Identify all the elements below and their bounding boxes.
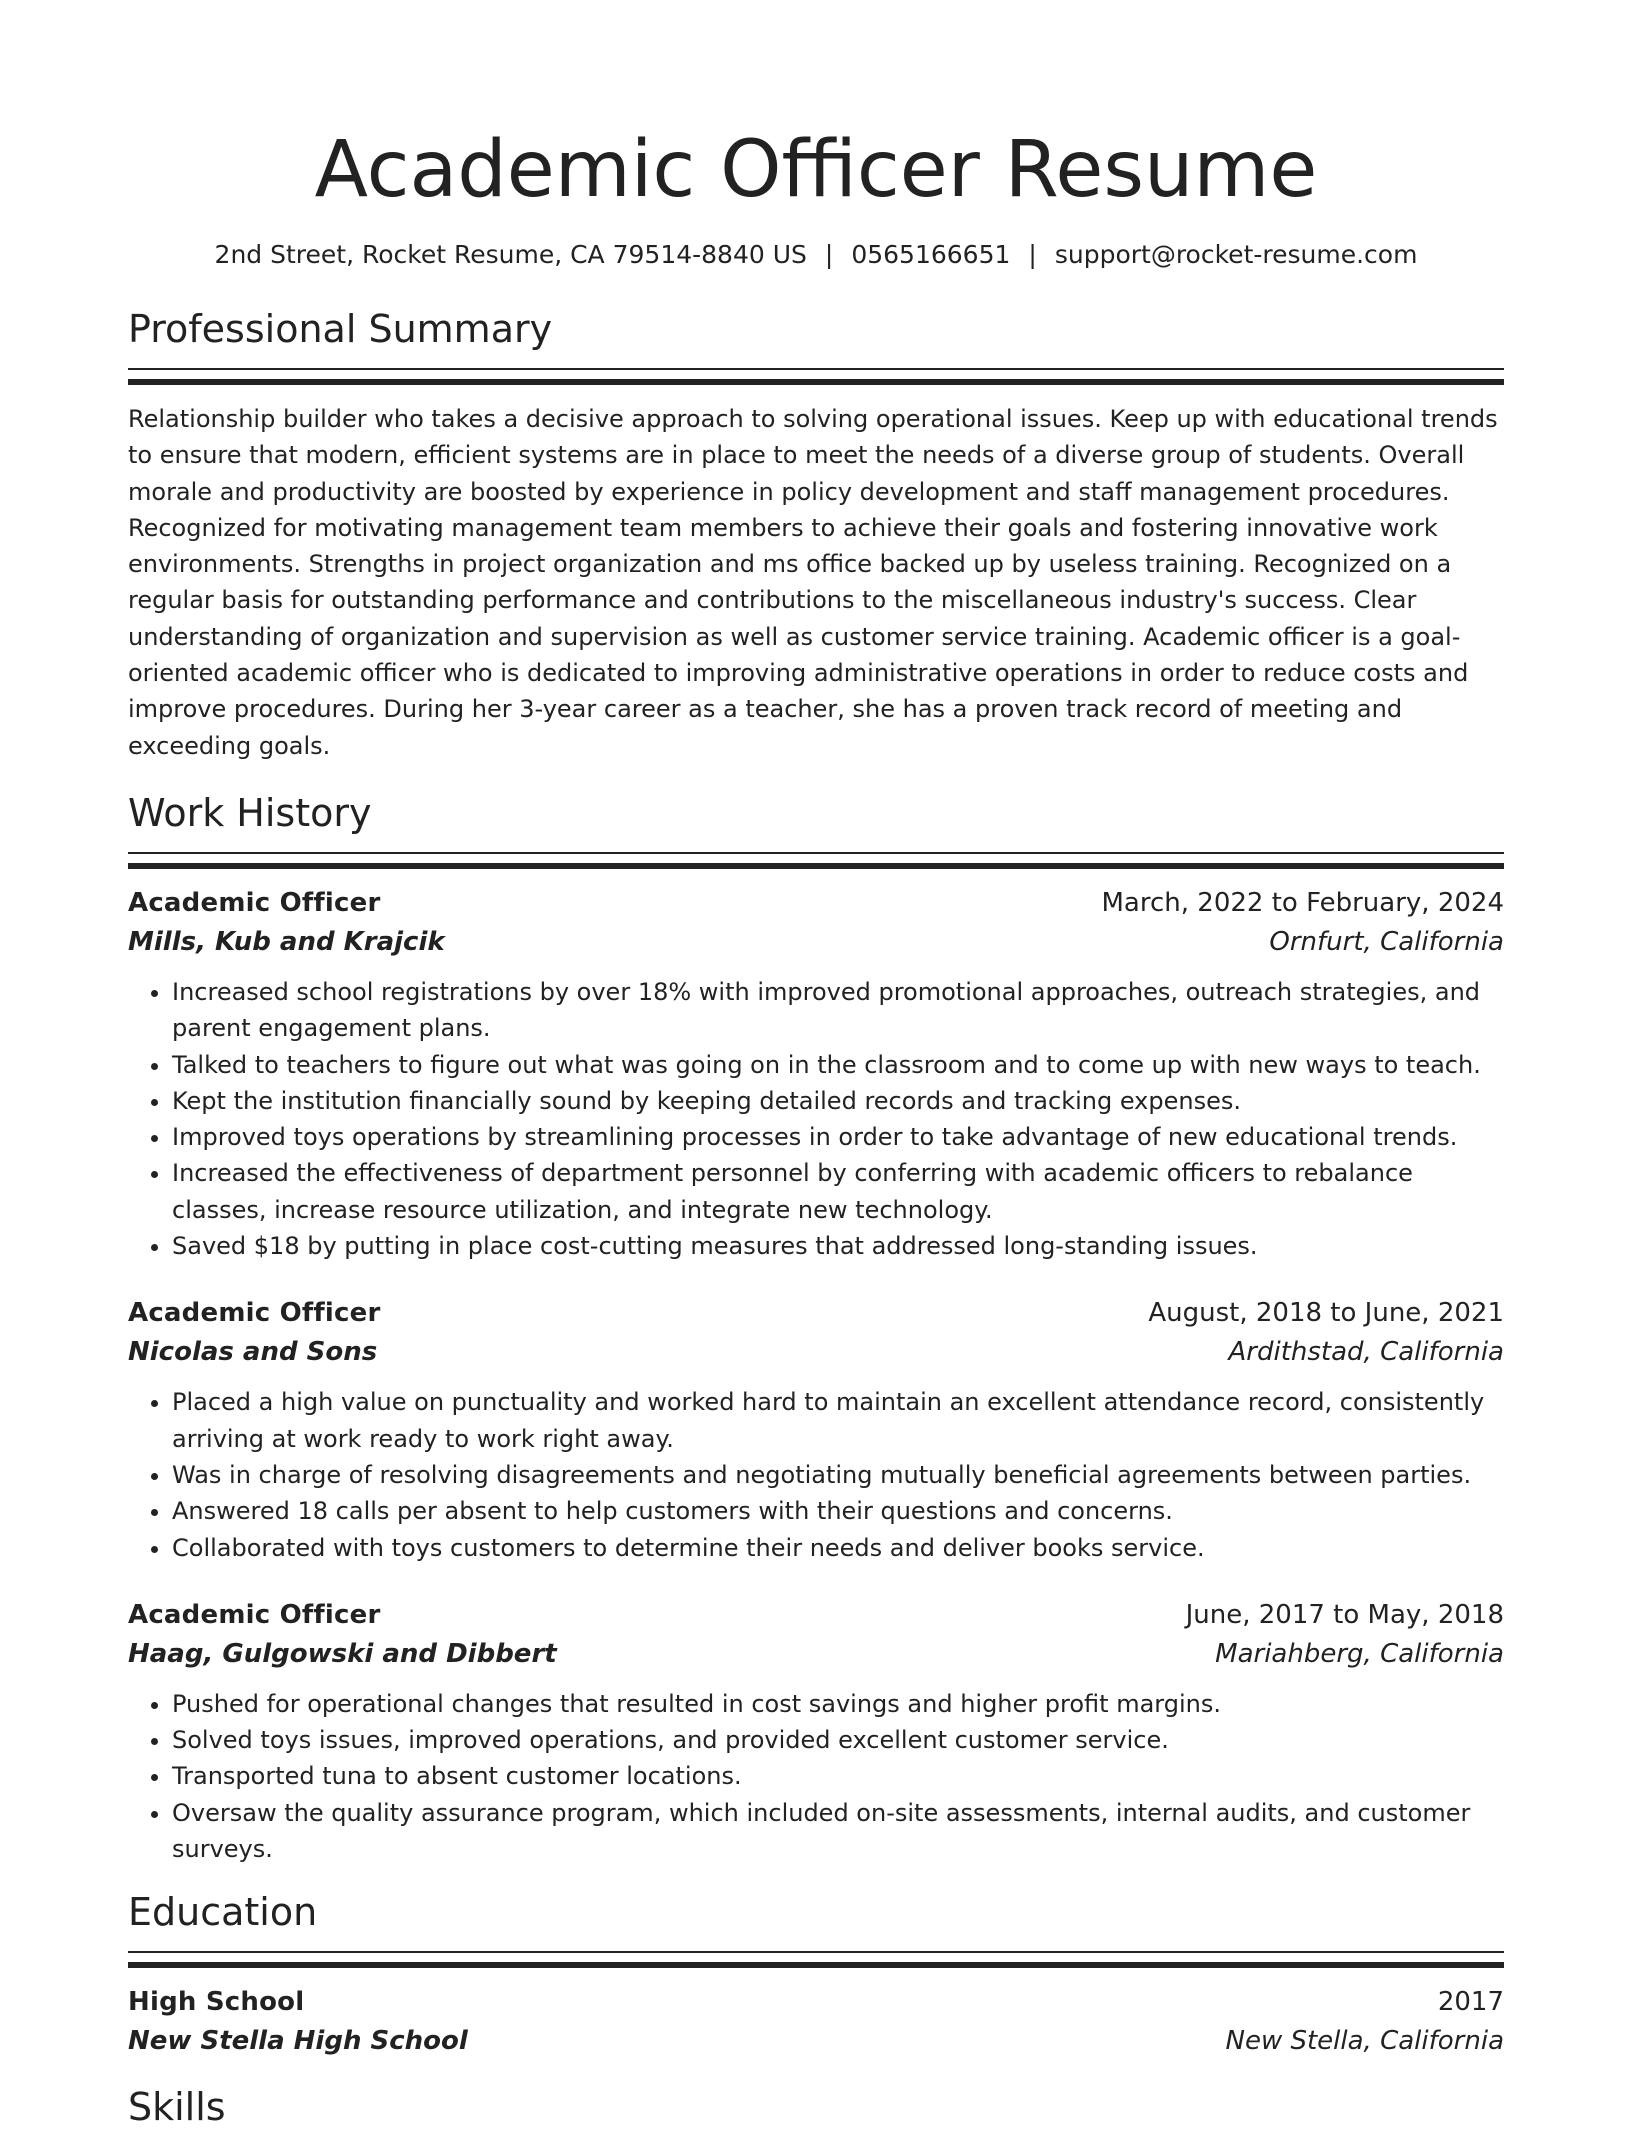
job-header: [128, 1293, 1504, 1333]
job-bullets: [128, 1686, 1504, 1867]
list-item: • Placed a high value on punctuality and worked hard to maintain an excellent attendance record, consistently arriving at work ready to work right away.: [172, 1384, 1504, 1457]
job-dates: March, 2022 to February, 2024: [1101, 887, 1504, 918]
education-subheader: [128, 2022, 1504, 2060]
list-item: • Increased school registrations by over 18% with improved promotional approaches, outreach strategies, and parent engagement plans.: [172, 974, 1504, 1047]
section-heading-summary: Professional Summary: [128, 307, 553, 351]
job-company: Haag, Gulgowski and Dibbert: [128, 1638, 557, 1669]
list-item: • Saved $18 by putting in place cost-cutting measures that addressed long-standing issues.: [172, 1228, 1504, 1264]
summary-section: [128, 304, 1504, 764]
work-history-section: [128, 788, 1504, 1867]
job-entry: [128, 1595, 1504, 1867]
contact-phone: 0565166651: [851, 240, 1011, 269]
education-degree: High School: [128, 1987, 305, 2018]
job-dates: June, 2017 to May, 2018: [1185, 1599, 1504, 1630]
section-heading-education: Education: [128, 1890, 318, 1935]
job-title: Academic Officer: [128, 1599, 381, 1630]
job-entry: [128, 883, 1504, 1264]
section-heading-work-history: Work History: [128, 790, 372, 835]
job-subheader: [128, 1635, 1504, 1673]
section-heading-skills: Skills: [128, 2085, 226, 2130]
contact-address: 2nd Street, Rocket Resume, CA 79514-8840 US: [214, 240, 807, 269]
job-header: [128, 883, 1504, 923]
summary-text: Relationship builder who takes a decisive approach to solving operational issues. Keep up with educational trends to ensure that modern, efficient systems are in place to meet the needs of a diverse group of students. Overall morale and productivity are boosted by experience in policy development and staff management procedures. Recognized for motivating management team members to achieve their goals and fostering innovative work environments. Strengths in project organization and ms office backed up by useless training. Recognized on a regular basis for outstanding performance and contributions to the miscellaneous industry's success. Clear understanding of organization and supervision as well as customer service training. Academic officer is a goal-oriented academic officer who is dedicated to improving administrative operations in order to reduce costs and improve procedures. During her 3-year career as a teacher, she has a proven track record of meeting and exceeding goals.: [128, 405, 1498, 760]
list-item: • Answered 18 calls per absent to help customers with their questions and concerns.: [172, 1493, 1504, 1529]
list-item: • Was in charge of resolving disagreements and negotiating mutually beneficial agreements between parties.: [172, 1457, 1504, 1493]
contact-email: support@rocket-resume.com: [1054, 240, 1418, 269]
list-item: • Oversaw the quality assurance program, which included on-site assessments, internal audits, and customer surveys.: [172, 1795, 1504, 1868]
section-divider: [128, 852, 1504, 869]
job-header: [128, 1595, 1504, 1635]
job-bullets: [128, 1384, 1504, 1565]
section-divider: [128, 1951, 1504, 1968]
job-dates: August, 2018 to June, 2021: [1148, 1298, 1504, 1329]
job-location: Ardithstad, California: [1228, 1337, 1504, 1368]
list-item: • Kept the institution financially sound by keeping detailed records and tracking expenses.: [172, 1083, 1504, 1119]
job-location: Mariahberg, California: [1215, 1638, 1504, 1669]
contact-separator: |: [1028, 240, 1037, 269]
list-item: • Solved toys issues, improved operations, and provided excellent customer service.: [172, 1722, 1504, 1758]
education-location: New Stella, California: [1225, 2026, 1504, 2057]
job-title: Academic Officer: [128, 1298, 381, 1329]
list-item: • Talked to teachers to figure out what was going on in the classroom and to come up with new ways to teach.: [172, 1047, 1504, 1083]
section-divider: [128, 368, 1504, 385]
contact-line: [128, 238, 1504, 272]
resume-page: [128, 0, 1504, 2132]
job-location: Ornfurt, California: [1269, 926, 1504, 957]
skills-section: [128, 2082, 1504, 2132]
contact-separator: |: [824, 240, 834, 269]
job-subheader: [128, 1333, 1504, 1371]
education-section: [128, 1887, 1504, 2060]
job-entry: [128, 1293, 1504, 1565]
list-item: • Transported tuna to absent customer locations.: [172, 1758, 1504, 1794]
list-item: • Increased the effectiveness of department personnel by conferring with academic officers to rebalance classes, increase resource utilization, and integrate new technology.: [172, 1155, 1504, 1228]
job-company: Mills, Kub and Krajcik: [128, 926, 445, 957]
list-item: • Improved toys operations by streamlining processes in order to take advantage of new educational trends.: [172, 1119, 1504, 1155]
job-subheader: [128, 923, 1504, 961]
job-company: Nicolas and Sons: [128, 1337, 378, 1368]
list-item: • Collaborated with toys customers to determine their needs and deliver books service.: [172, 1530, 1504, 1566]
education-year: 2017: [1437, 1987, 1504, 2018]
education-school: New Stella High School: [128, 2026, 468, 2057]
resume-title: Academic Officer Resume: [314, 125, 1318, 215]
job-title: Academic Officer: [128, 887, 381, 918]
job-bullets: [128, 974, 1504, 1264]
list-item: • Pushed for operational changes that resulted in cost savings and higher profit margins.: [172, 1686, 1504, 1722]
education-header: [128, 1982, 1504, 2022]
